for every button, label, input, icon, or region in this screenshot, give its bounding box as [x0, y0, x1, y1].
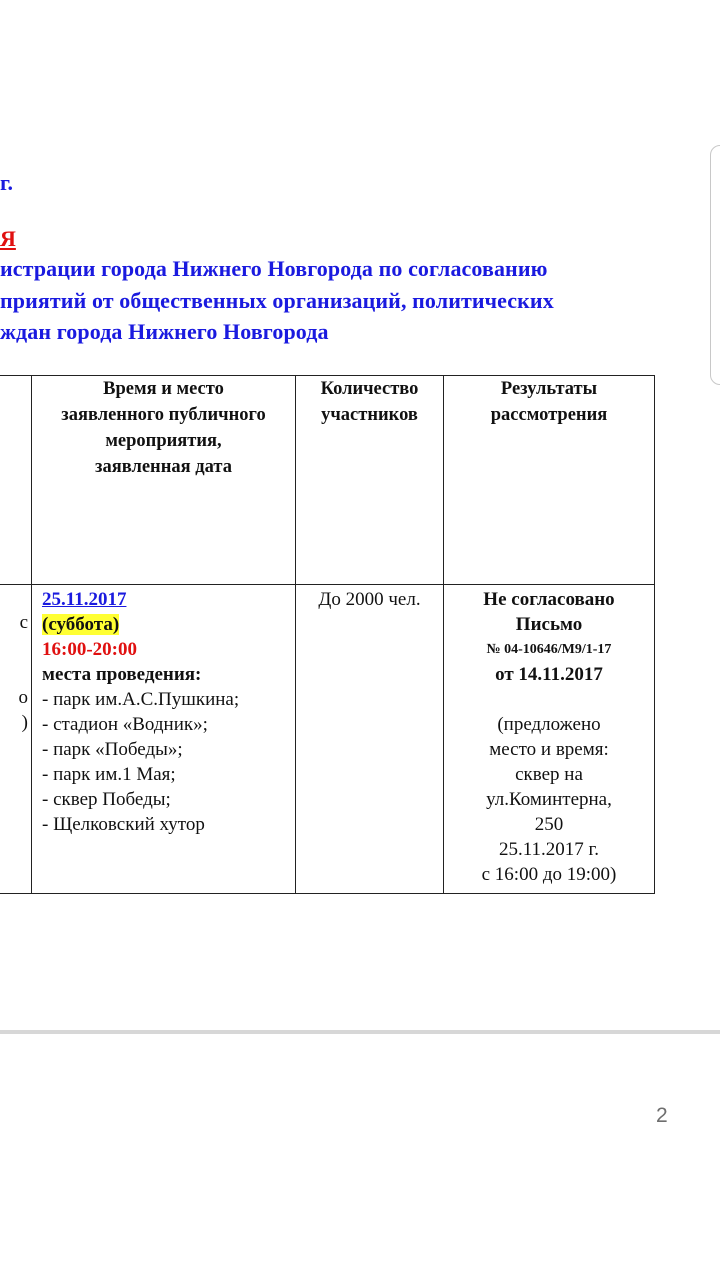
result-note-line: сквер на	[515, 764, 583, 785]
result-letter-date: от 14.11.2017	[495, 664, 603, 685]
result-status: Не согласовано	[483, 589, 615, 610]
place-item: - парк им.А.С.Пушкина;	[42, 689, 240, 710]
place-item: - парк им.1 Мая;	[42, 764, 176, 785]
row-cell-result	[444, 585, 655, 894]
event-date: 25.11.2017	[42, 589, 127, 610]
place-item: - стадион «Водник»;	[42, 714, 208, 735]
place-item: - сквер Победы;	[42, 789, 171, 810]
header-cell-time-place: Время и место заявленного публичного мероприятия, заявленная дата	[32, 376, 296, 585]
header-line-1: истрации города Нижнего Новгорода по согласованию	[0, 256, 548, 281]
header-line-3: ждан города Нижнего Новгорода	[0, 319, 329, 344]
header-cell-count: Количество участников	[296, 376, 444, 585]
header-cell-result: Результаты рассмотрения	[444, 376, 655, 585]
place-item: - Щелковский хутор	[42, 814, 205, 835]
place-item: - парк «Победы»;	[42, 739, 183, 760]
result-note-line: 250	[534, 814, 564, 835]
row-cell-col1	[0, 585, 32, 894]
event-weekday: (суббота)	[42, 614, 120, 635]
result-note-line: ул.Коминтерна,	[486, 789, 612, 810]
result-note-line: место и время:	[489, 739, 609, 760]
col1-fragment: о	[18, 687, 28, 708]
col1-fragment: с	[19, 612, 28, 633]
participant-count: До 2000 чел.	[318, 589, 421, 610]
result-letter: Письмо	[515, 614, 583, 635]
col1-fragment: )	[21, 712, 28, 733]
side-panel-edge	[710, 145, 720, 385]
page-divider	[0, 1030, 720, 1034]
places-label: места проведения:	[42, 664, 202, 685]
row-cell-time-place	[32, 585, 296, 894]
header-fragment-year: г.	[0, 170, 14, 195]
header-fragment-title: Я	[0, 226, 16, 251]
header-cell-col1	[0, 376, 32, 585]
result-note-line: 25.11.2017 г.	[499, 839, 599, 860]
result-note-line: с 16:00 до 19:00)	[481, 864, 617, 885]
table-row	[0, 585, 655, 894]
result-note-line: (предложено	[497, 714, 601, 735]
event-time: 16:00-20:00	[42, 639, 137, 660]
table-header-row	[0, 376, 655, 585]
header-line-2: приятий от общественных организаций, политических	[0, 288, 554, 313]
result-letter-number: № 04-10646/М9/1-17	[486, 642, 612, 657]
page-number: 2	[656, 1104, 668, 1127]
row-cell-count	[296, 585, 444, 894]
events-table	[0, 375, 655, 894]
